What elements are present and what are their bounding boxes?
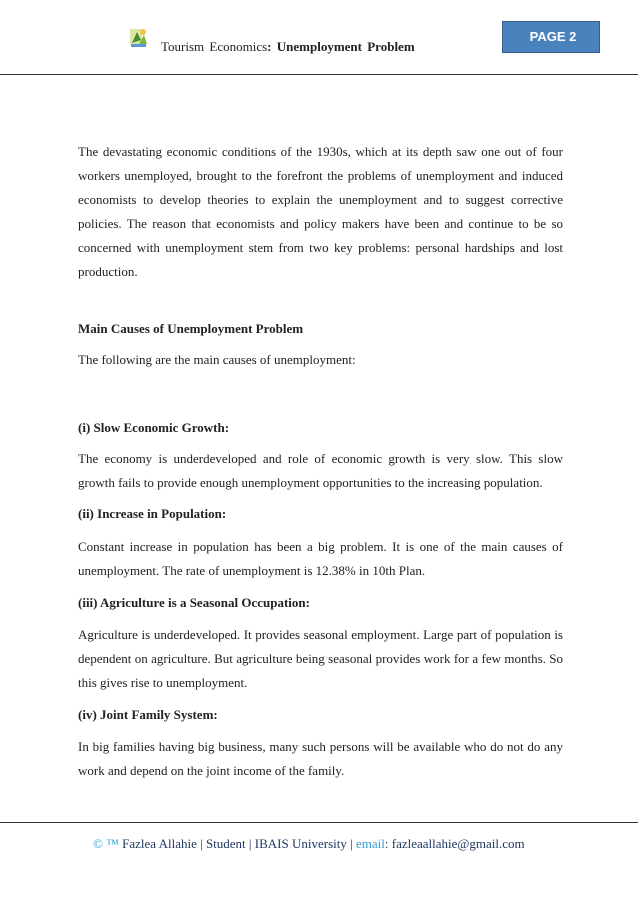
footer-author: Fazlea Allahie | Student | IBAIS University | xyxy=(122,836,353,851)
header-divider xyxy=(0,74,638,75)
email-address[interactable]: fazleaallahie@gmail.com xyxy=(391,836,525,851)
cause-text: In big families having big business, many such persons will be available who do not do any work and depend on the joint income of the family. xyxy=(78,739,563,778)
document-logo-icon xyxy=(129,27,148,49)
cause-heading: (ii) Increase in Population: xyxy=(78,506,227,521)
cause-text: Constant increase in population has been a big problem. It is one of the main causes of unemployment. The rate of unemployment is 12.38% in 10th Plan. xyxy=(78,539,563,578)
title-main: Unemployment Problem xyxy=(276,39,415,54)
section-lead: The following are the main causes of unemployment: xyxy=(78,352,356,367)
intro-paragraph: The devastating economic conditions of the 1930s, which at its depth saw one out of four workers unemployed, brought to the forefront the problems of unemployment and induced economists to develop theories to explain the unemployment and to suggest corrective policies. The reason that economists and policy makers have been and continue to be so concerned with unemployment stem from two key problems: personal hardships and lost production. xyxy=(78,144,563,279)
email-separator: : xyxy=(384,836,389,851)
cause-heading: (iv) Joint Family System: xyxy=(78,707,218,722)
page-number-badge: PAGE 2 xyxy=(502,21,600,53)
cause-text: Agriculture is underdeveloped. It provides seasonal employment. Large part of population is dependent on agriculture. But agriculture being seasonal provides work for a few months. So this gives rise to unemployment. xyxy=(78,627,563,690)
title-prefix: Tourism Economics xyxy=(161,39,268,54)
section-heading: Main Causes of Unemployment Problem xyxy=(78,321,304,336)
cause-text: The economy is underdeveloped and role of economic growth is very slow. This slow growth fails to provide enough unemployment opportunities to the increasing population. xyxy=(78,451,563,490)
title-separator: : xyxy=(267,39,272,54)
email-label: email xyxy=(355,836,385,851)
footer-divider xyxy=(0,822,638,823)
cause-heading: (i) Slow Economic Growth: xyxy=(78,420,230,435)
page-footer xyxy=(93,836,525,852)
document-title xyxy=(161,39,415,55)
copyright-mark: © ™ xyxy=(93,836,119,851)
page-header xyxy=(0,0,638,76)
cause-heading: (iii) Agriculture is a Seasonal Occupation: xyxy=(78,595,310,610)
